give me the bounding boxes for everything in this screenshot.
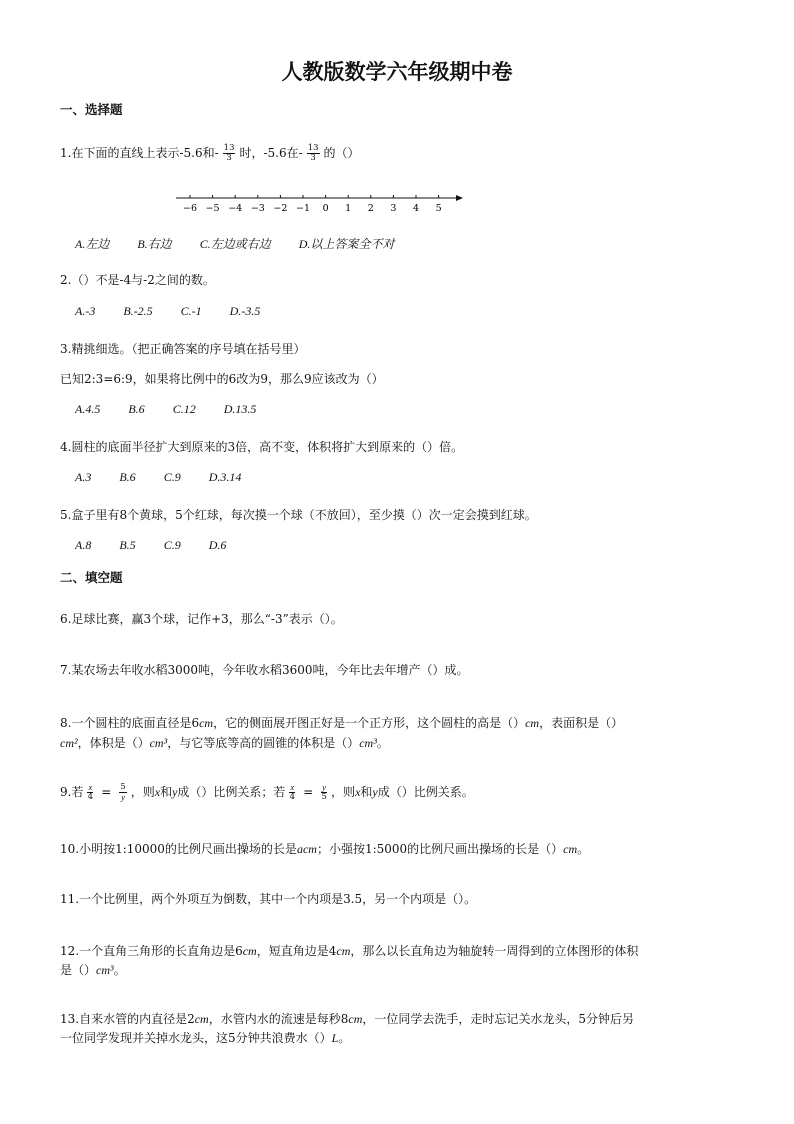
fraction-13-3 (223, 144, 236, 163)
option-b[interactable]: B.5 (119, 538, 136, 552)
equals-sign: = (101, 785, 112, 799)
fraction-denominator: 4 (289, 792, 296, 802)
text: 9.若 (60, 785, 84, 799)
question-9 (60, 782, 474, 802)
option-d[interactable]: D.6 (208, 538, 227, 552)
number-line (172, 186, 472, 220)
option-c[interactable]: C.9 (163, 470, 181, 484)
option-d[interactable]: D.以上答案全不对 (298, 237, 395, 251)
question-12-line-1 (60, 941, 638, 961)
fraction-numerator: 13 (223, 143, 235, 153)
text: 8.一个圆柱的底面直径是6 (60, 716, 200, 730)
number-line-tick-label: −1 (295, 203, 311, 214)
arrow-icon (456, 195, 463, 201)
option-a[interactable]: A.-3 (75, 304, 96, 318)
question-13-line-2 (60, 1028, 350, 1048)
option-d[interactable]: D.-3.5 (229, 304, 261, 318)
question-6: 6.足球比赛，赢3个球，记作+3，那么“-3”表示（）。 (60, 612, 343, 626)
fraction-numerator: 13 (307, 143, 319, 153)
text: 。 (338, 1031, 351, 1045)
number-line-tick-label: −4 (228, 203, 243, 214)
option-a[interactable]: A.左边 (75, 237, 110, 251)
fraction-numerator: y (322, 782, 327, 792)
text: 10.小明按1:10000的比例尺画出操场的长是 (60, 842, 297, 856)
option-a[interactable]: A.8 (75, 538, 92, 552)
fraction-denominator: 3 (310, 153, 316, 163)
number-line-tick-label: 0 (322, 203, 329, 214)
text: 成（）比例关系；若 (177, 785, 286, 799)
text: 和 (160, 785, 173, 799)
number-line-tick-label: 3 (390, 203, 397, 214)
section-heading-fill: 二、填空题 (60, 570, 123, 585)
fraction-numerator: 5 (120, 782, 126, 792)
fraction-x-4 (87, 783, 93, 802)
option-d[interactable]: D.3.14 (208, 470, 242, 484)
number-line-tick-label: −3 (250, 203, 265, 214)
number-line-tick-label: −2 (273, 203, 288, 214)
question-1-options (75, 235, 422, 252)
text: ，体积是（） (77, 736, 150, 750)
unit: cm (194, 1012, 209, 1026)
option-d[interactable]: D.13.5 (223, 402, 257, 416)
text: ，与它等底等高的圆锥的体积是（） (167, 736, 360, 750)
question-3-options (75, 402, 284, 417)
text: 成（）比例关系。 (377, 785, 474, 799)
fraction-x-4 (289, 783, 295, 802)
text: 。 (113, 963, 126, 977)
question-1-text-c: 的（） (323, 146, 360, 160)
fraction-numerator: x (290, 782, 295, 792)
text: ，水管内水的流速是每秒8 (208, 1012, 349, 1026)
unit: cm (525, 716, 540, 730)
unit: cm (348, 1012, 363, 1026)
question-1-text-b: 时，-5.6在- (239, 146, 303, 160)
question-5: 5.盒子里有8个黄球，5个红球，每次摸一个球（不放回），至少摸（）次一定会摸到红球。 (60, 508, 537, 522)
text: ，它的侧面展开图正好是一个正方形，这个圆柱的高是（） (213, 716, 526, 730)
fraction-numerator: x (88, 782, 93, 792)
question-4-options (75, 470, 269, 485)
question-5-options (75, 538, 254, 553)
option-c[interactable]: C.12 (172, 402, 196, 416)
option-c[interactable]: C.9 (163, 538, 181, 552)
question-8-line-1 (60, 713, 623, 733)
text: 。 (376, 736, 389, 750)
number-line-tick-label: 2 (367, 203, 374, 214)
number-line-tick-label: −5 (205, 203, 220, 214)
number-line-tick-label: 4 (412, 203, 420, 214)
question-10 (60, 839, 589, 859)
text: 是（） (60, 963, 97, 977)
fraction-13-3 (307, 144, 320, 163)
fraction-denominator: 3 (226, 153, 232, 163)
variable-x: x (355, 785, 361, 799)
question-11: 11.一个比例里，两个外项互为倒数，其中一个内项是3.5，另一个内项是（）。 (60, 892, 477, 906)
question-1 (60, 143, 360, 163)
question-7: 7.某农场去年收水稻3000吨，今年收水稻3600吨，今年比去年增产（）成。 (60, 663, 469, 677)
text: ，那么以长直角边为轴旋转一周得到的立体图形的体积 (350, 944, 639, 958)
text: ，则 (331, 785, 356, 799)
text: 12.一个直角三角形的长直角边是6 (60, 944, 243, 958)
section-heading-choice: 一、选择题 (60, 102, 123, 117)
number-line-tick-label: −6 (182, 203, 198, 214)
text: ，表面积是（） (539, 716, 624, 730)
question-12-line-2 (60, 960, 126, 980)
unit: cm³ (359, 736, 377, 750)
question-3-line-2: 已知2:3=6:9，如果将比例中的6改为9，那么9应该改为（） (60, 372, 384, 386)
unit: cm³ (96, 963, 114, 977)
unit: cm (336, 944, 351, 958)
option-c[interactable]: C.左边或右边 (199, 237, 271, 251)
question-1-text-a: 1.在下面的直线上表示-5.6和- (60, 146, 219, 160)
unit: cm (199, 716, 214, 730)
option-b[interactable]: B.右边 (137, 237, 172, 251)
variable-x: x (154, 785, 161, 799)
fraction-denominator: 5 (321, 792, 327, 802)
equals-sign: = (303, 785, 314, 799)
text: ，则 (130, 785, 155, 799)
page-title: 人教版数学六年级期中卷 (281, 60, 513, 84)
question-4: 4.圆柱的底面半径扩大到原来的3倍，高不变，体积将扩大到原来的（）倍。 (60, 440, 464, 454)
question-8-line-2 (60, 733, 389, 753)
question-2: 2.（）不是-4与-2之间的数。 (60, 273, 215, 287)
option-b[interactable]: B.6 (119, 470, 136, 484)
question-2-options (75, 304, 288, 319)
option-a[interactable]: A.3 (75, 470, 92, 484)
option-b[interactable]: B.6 (128, 402, 145, 416)
option-c[interactable]: C.-1 (180, 304, 202, 318)
fraction-denominator: 4 (87, 792, 94, 802)
question-3-line-1: 3.精挑细选。（把正确答案的序号填在括号里） (60, 342, 306, 356)
option-a[interactable]: A.4.5 (75, 402, 101, 416)
unit: cm³ (149, 736, 168, 750)
unit: L (331, 1031, 339, 1045)
variable-y: y (172, 785, 178, 799)
text: 一位同学发现并关掉水龙头，这5分钟共浪费水（） (60, 1031, 332, 1045)
text: ；小强按1:5000的比例尺画出操场的长是（） (316, 842, 564, 856)
unit: acm (296, 842, 317, 856)
variable-y: y (372, 785, 378, 799)
option-b[interactable]: B.-2.5 (123, 304, 153, 318)
unit: cm (563, 842, 578, 856)
unit: cm (242, 944, 257, 958)
number-line-tick-label: 5 (435, 203, 442, 214)
fraction-5-y (119, 783, 126, 802)
question-13-line-1 (60, 1009, 634, 1029)
fraction-denominator: y (121, 792, 125, 802)
text: ，短直角边是4 (256, 944, 337, 958)
number-line-tick-label: 1 (345, 203, 352, 214)
unit: cm² (60, 736, 78, 750)
text: 13.自来水管的内直径是2 (60, 1012, 195, 1026)
text: ，一位同学去洗手，走时忘记关水龙头，5分钟后另 (362, 1012, 635, 1026)
text: 和 (360, 785, 373, 799)
fraction-y-5 (321, 783, 327, 802)
text: 。 (577, 842, 590, 856)
